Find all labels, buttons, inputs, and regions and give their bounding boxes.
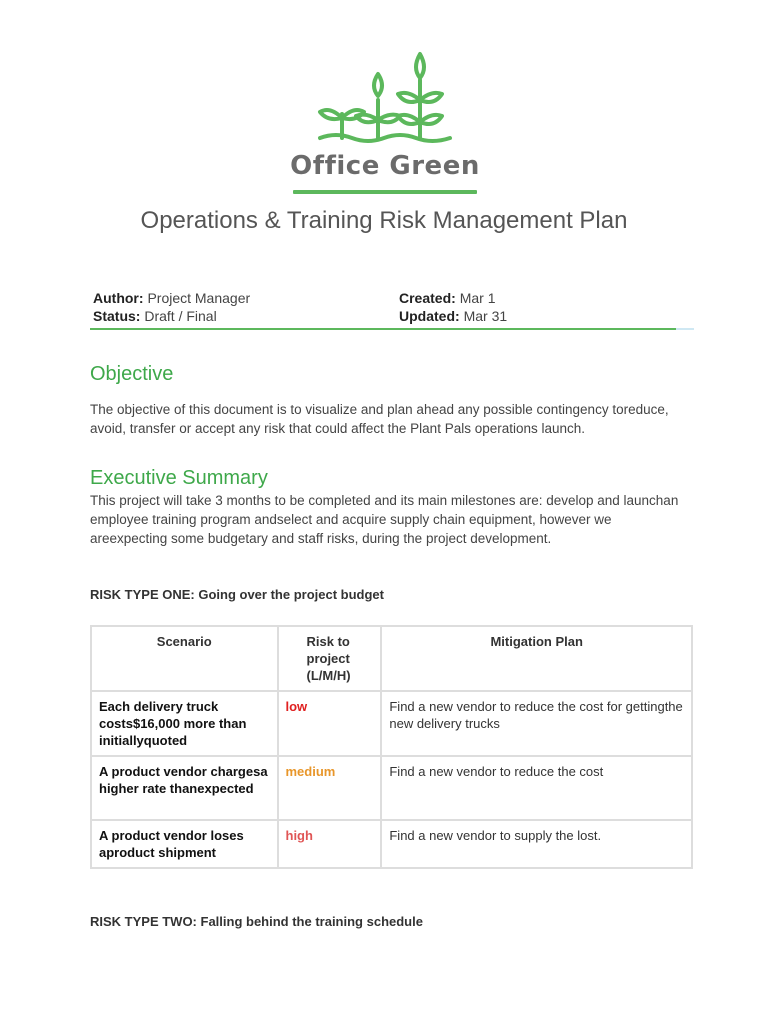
mitigation-cell: Find a new vendor to reduce the cost for gettingthe new delivery trucks: [381, 691, 692, 756]
executive-summary-text: This project will take 3 months to be completed and its main milestones are: develop and launchan employee training program andselect and acquire supply chain equipment, however we areexpecting some budgetary and staff risks, during the project development.: [90, 493, 679, 546]
status-label: Status:: [93, 308, 141, 324]
meta-divider-tail: [676, 328, 694, 330]
table-row: [91, 820, 692, 868]
risk-type-one-table: [90, 625, 693, 869]
table-header-row: [91, 626, 692, 691]
meta-divider: [90, 328, 676, 330]
scenario-cell: A product vendor chargesa higher rate thanexpected: [91, 756, 278, 820]
created-value: Mar 1: [459, 290, 496, 306]
author-field: [93, 290, 250, 306]
mitigation-cell: Find a new vendor to reduce the cost: [381, 756, 692, 820]
plant-sprouts-icon: [316, 50, 454, 150]
created-field: [399, 289, 495, 307]
document-meta: [93, 289, 693, 325]
author-value: Project Manager: [147, 290, 251, 306]
meta-row-author: [93, 289, 693, 307]
status-field: [93, 308, 217, 324]
table-row: [91, 691, 692, 756]
document-title: Operations & Training Risk Management Plan: [140, 207, 628, 234]
risk-level-high: high: [285, 828, 313, 843]
scenario-cell: Each delivery truck costs$16,000 more than initiallyquoted: [91, 691, 278, 756]
meta-row-status: [93, 307, 693, 325]
executive-summary-heading: Executive Summary: [90, 467, 268, 489]
risk-level-cell: [278, 756, 382, 820]
author-label: Author:: [93, 290, 144, 306]
risk-type-one-heading: RISK TYPE ONE: Going over the project budget: [90, 587, 384, 602]
risk-type-two-heading: RISK TYPE TWO: Falling behind the training schedule: [90, 914, 423, 929]
risk-level-cell: [278, 691, 382, 756]
mitigation-cell: Find a new vendor to supply the lost.: [381, 820, 692, 868]
column-header-risk: Risk to project (L/M/H): [278, 626, 382, 691]
updated-label: Updated:: [399, 308, 460, 324]
risk-level-low: low: [285, 699, 308, 714]
status-value: Draft / Final: [144, 308, 217, 324]
column-header-mitigation: Mitigation Plan: [381, 626, 692, 691]
brand-name: Office Green: [290, 151, 480, 181]
created-label: Created:: [399, 290, 456, 306]
updated-value: Mar 31: [463, 308, 508, 324]
risk-level-medium: medium: [285, 764, 336, 779]
brand-underline: [293, 190, 477, 194]
office-green-logo: [290, 50, 480, 200]
objective-text: The objective of this document is to visualize and plan ahead any possible contingency toreduce, avoid, transfer or accept any risk that could affect the Plant Pals operations launch.: [90, 402, 669, 436]
column-header-scenario: Scenario: [91, 626, 278, 691]
table-row: [91, 756, 692, 820]
updated-field: [399, 307, 507, 325]
scenario-cell: A product vendor loses aproduct shipment: [91, 820, 278, 868]
objective-heading: Objective: [90, 363, 174, 385]
risk-level-cell: [278, 820, 382, 868]
